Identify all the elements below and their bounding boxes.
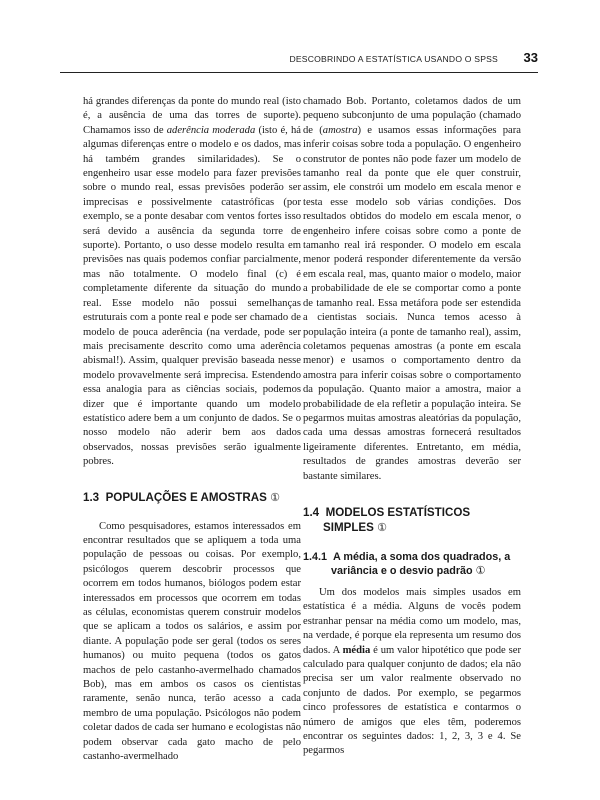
emphasis: aderência moderada [166, 124, 256, 136]
page-number: 33 [523, 50, 538, 65]
paragraph: Como pesquisadores, estamos interessados em encontrar resultados que se apliquem a toda uma população de pessoas ou coisas. Por exemplo, psicólogos querem descobrir processos que ocorrem em todos humanos, biólogos podem estar interessados em processos que ocorrem em todas as células, economistas querem construir modelos que se aplicam a todos os salários, e assim por diante. A população pode ser geral (todos os seres humanos) ou muito pequena (todos os gatos machos de pelo castanho-avermelhado chamados Bob), mas em ambos os casos os cientistas raramente, senão nunca, terão acesso a cada membro de uma população. Psicólogos não podem coletar dados de cada ser humano e ecologistas não podem observar cada gato macho de pelo castanho-avermelhado [83, 520, 301, 763]
level-icon: ① [475, 564, 486, 577]
paragraph: chamado Bob. Portanto, coletamos dados de um pequeno subconjunto de uma população (chamado de (amostra) e usamos essas informações para inferir coisas sobre toda a população. O engenheiro construtor de pontes não pode fazer um modelo de tamanho real da ponte que ele quer construir, assim, ele constrói um modelo em escala menor e testa esse modelo sob várias condições. Dos resultados obtidos do modelo em escala menor, o engenheiro infere coisas sobre como a ponte de tamanho real irá responder. O modelo em escala menor poderá responder diferentemente da versão em escala real, mas, quanto maior o modelo, maior a probabilidade de ele se comportar como a ponte de tamanho real. Essa metáfora pode ser estendida a cientistas sociais. Nunca temos acesso à população inteira (a ponte de tamanho real), assim, coletamos pequenas amostras (a ponte em escala menor) e usamos o comportamento dentro da amostra para inferir coisas sobre o comportamento da população. Quanto maior a amostra, maior a probabilidade de ela refletir a população inteira. Se pegarmos muitas amostras aleatórias da população, cada uma dessas amostras fornecerá resultados ligeiramente diferentes. Entretanto, em média, resultados de grandes amostras deverão ser bastante similares. [303, 96, 521, 482]
running-header [60, 44, 538, 73]
paragraph: há grandes diferenças da ponte do mundo real (isto é, a ausência de uma das torres de suporte). Chamamos isso de aderência moderada (isto é, há algumas diferenças entre o modelo e os dados, mas há também grandes similaridades). Se o engenheiro usar esse modelo para fazer previsões sobre o mundo real, essas previsões poderão ser imprecisas e possivelmente catastróficas (por exemplo, se a ponte desabar com ventos fortes isso será devido a ausência da segunda torre de suporte). Portanto, o uso desse modelo resulta em previsões nas quais podemos confiar parcialmente, mas não totalmente. O modelo final (c) é completamente diferente da situação do mundo real. Esse modelo não possui semelhanças estruturais com a ponte real e pode ser chamado de modelo de pouca aderência (na verdade, pode ser mais precisamente descrito como uma aderência abismal!). Assim, qualquer previsão baseada nesse modelo provavelmente será imprecisa. Estendendo essa analogia para as ciências sociais, podemos dizer que é importante quando um modelo estatístico adere bem a um conjunto de dados. Se o nosso modelo não aderir bem aos dados observados, nossas previsões serão igualmente pobres. [83, 96, 302, 468]
left-column [83, 95, 301, 764]
section-heading-1-3: 1.3 POPULAÇÕES E AMOSTRAS ① [83, 490, 280, 504]
level-icon: ① [377, 521, 388, 534]
paragraph: Um dos modelos mais simples usados em estatística é a média. Alguns de vocês podem estranhar pensar na média como um modelo, mas, na verdade, é porque ela representa um resumo dos dados. A média é um valor hipotético que pode ser calculado para qualquer conjunto de dados; ela não precisa ser um valor realmente observado no conjunto de dados. Por exemplo, se pegarmos cinco professores de estatística e contarmos o número de amigos que eles têm, poderemos encontrar os seguintes dados: 1, 2, 3, 3 e 4. Se pegarmos [303, 586, 521, 757]
emphasis: amostra [322, 124, 358, 136]
right-column [303, 95, 521, 759]
section-heading-1-4: 1.4 MODELOS ESTATÍSTICOS SIMPLES ① [303, 505, 471, 534]
running-title: DESCOBRINDO A ESTATÍSTICA USANDO O SPSS [289, 54, 498, 64]
bold-term: média [342, 644, 371, 656]
subsection-heading-1-4-1: 1.4.1 A média, a soma dos quadrados, a variância e o desvio padrão ① [303, 550, 511, 577]
level-icon: ① [270, 491, 280, 504]
